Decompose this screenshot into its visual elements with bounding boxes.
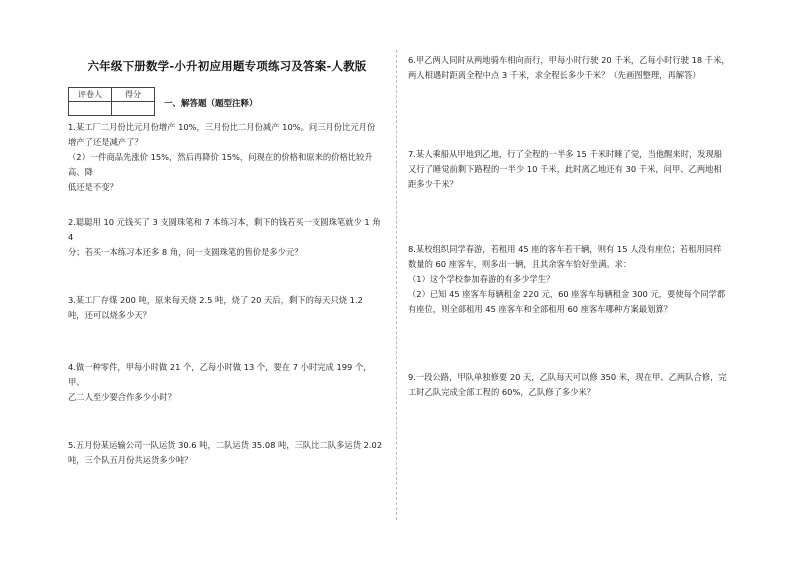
question-8-line-2: 数量的 60 座客车，则多出一辆，且其余客车恰好坐满。求： xyxy=(408,259,632,269)
question-8 xyxy=(408,242,725,317)
question-8-line-1: 8.某校组织同学春游，若租用 45 座的客车若干辆，则有 15 人没有座位；若租用同样 xyxy=(408,244,722,254)
question-1-line-4: 低还是不变？ xyxy=(68,182,118,192)
question-3-line-2: 吨，还可以烧多少天？ xyxy=(68,310,151,320)
question-9 xyxy=(408,370,727,400)
question-5 xyxy=(68,438,382,468)
question-8-line-3: （1）这个学校参加春游的有多少学生？ xyxy=(408,274,555,284)
question-4 xyxy=(68,360,386,405)
question-7-line-1: 7.某人乘船从甲地到乙地，行了全程的一半多 15 千米时睡了觉，当他醒来时，发现船 xyxy=(408,149,723,159)
question-2-line-2: 分；若买一本练习本还多 8 角，问一支圆珠笔的售价是多少元？ xyxy=(68,247,303,257)
question-5-line-2: 吨，三个队五月份共运货多少吨？ xyxy=(68,455,193,465)
column-divider xyxy=(396,50,397,520)
page-title: 六年级下册数学-小升初应用题专项练习及答案-人教版 xyxy=(87,59,367,73)
score-table xyxy=(68,87,155,116)
question-7-line-3: 距多少千米？ xyxy=(408,179,458,189)
score-table-cell-grader xyxy=(69,102,112,116)
question-1-line-1: 1.某工厂二月份比元月份增产 10%，三月份比二月份减产 10%。问三月份比元月份 xyxy=(68,122,376,132)
score-table-header-grader: 评卷人 xyxy=(69,88,112,102)
question-3-line-1: 3.某工厂存煤 200 吨，原来每天烧 2.5 吨，烧了 20 天后，剩下的每天只烧 1.2 xyxy=(68,295,363,305)
section-heading: 一、解答题（题型注释） xyxy=(164,99,258,109)
question-2-line-1: 2.聪聪用 10 元钱买了 3 支圆珠笔和 7 本练习本，剩下的钱若买一支圆珠笔就少 1 角 4 xyxy=(68,217,381,242)
question-9-line-1: 9.一段公路，甲队单独修要 20 天，乙队每天可以修 350 米，现在甲、乙两队合修，完 xyxy=(408,372,727,382)
question-6 xyxy=(408,53,730,83)
question-3 xyxy=(68,293,363,323)
question-5-line-1: 5.五月份某运输公司一队运货 30.6 吨，二队运货 35.08 吨，三队比二队多运货 2.02 xyxy=(68,440,383,450)
question-1 xyxy=(68,120,386,195)
question-2 xyxy=(68,215,386,260)
question-1-line-3: （2）一件商品先涨价 15%，然后再降价 15%，问现在的价格和原来的价格比较升高、降 xyxy=(68,152,373,177)
question-7-line-2: 又行了睡觉前剩下路程的一半少 10 千米，此时离乙地还有 30 千米，问甲、乙两地相 xyxy=(408,164,722,174)
score-table-header-score: 得分 xyxy=(112,88,155,102)
question-6-line-2: 两人相遇时距离全程中点 3 千米，求全程长多少千米？（先画图整理，再解答） xyxy=(408,70,701,80)
question-8-line-5: 有座位，则全部租用 45 座客车和全部租用 60 座客车哪种方案最划算？ xyxy=(408,304,672,314)
question-1-line-2: 增产了还是减产了？ xyxy=(68,137,143,147)
question-8-line-4: （2）已知 45 座客车每辆租金 220 元，60 座客车每辆租金 300 元，要使每个同学都 xyxy=(408,289,726,299)
question-4-line-2: 乙二人至少要合作多少小时？ xyxy=(68,392,176,402)
question-6-line-1: 6.甲乙两人同时从两地骑车相向而行，甲每小时行驶 20 千米，乙每小时行驶 18 千米， xyxy=(408,55,730,65)
question-7 xyxy=(408,147,722,192)
question-9-line-2: 工时乙队完成全部工程的 60%，乙队修了多少米？ xyxy=(408,387,596,397)
score-table-cell-score xyxy=(112,102,155,116)
question-4-line-1: 4.做一种零件，甲每小时做 21 个，乙每小时做 13 个，要在 7 小时完成 199 个，甲、 xyxy=(68,362,372,387)
